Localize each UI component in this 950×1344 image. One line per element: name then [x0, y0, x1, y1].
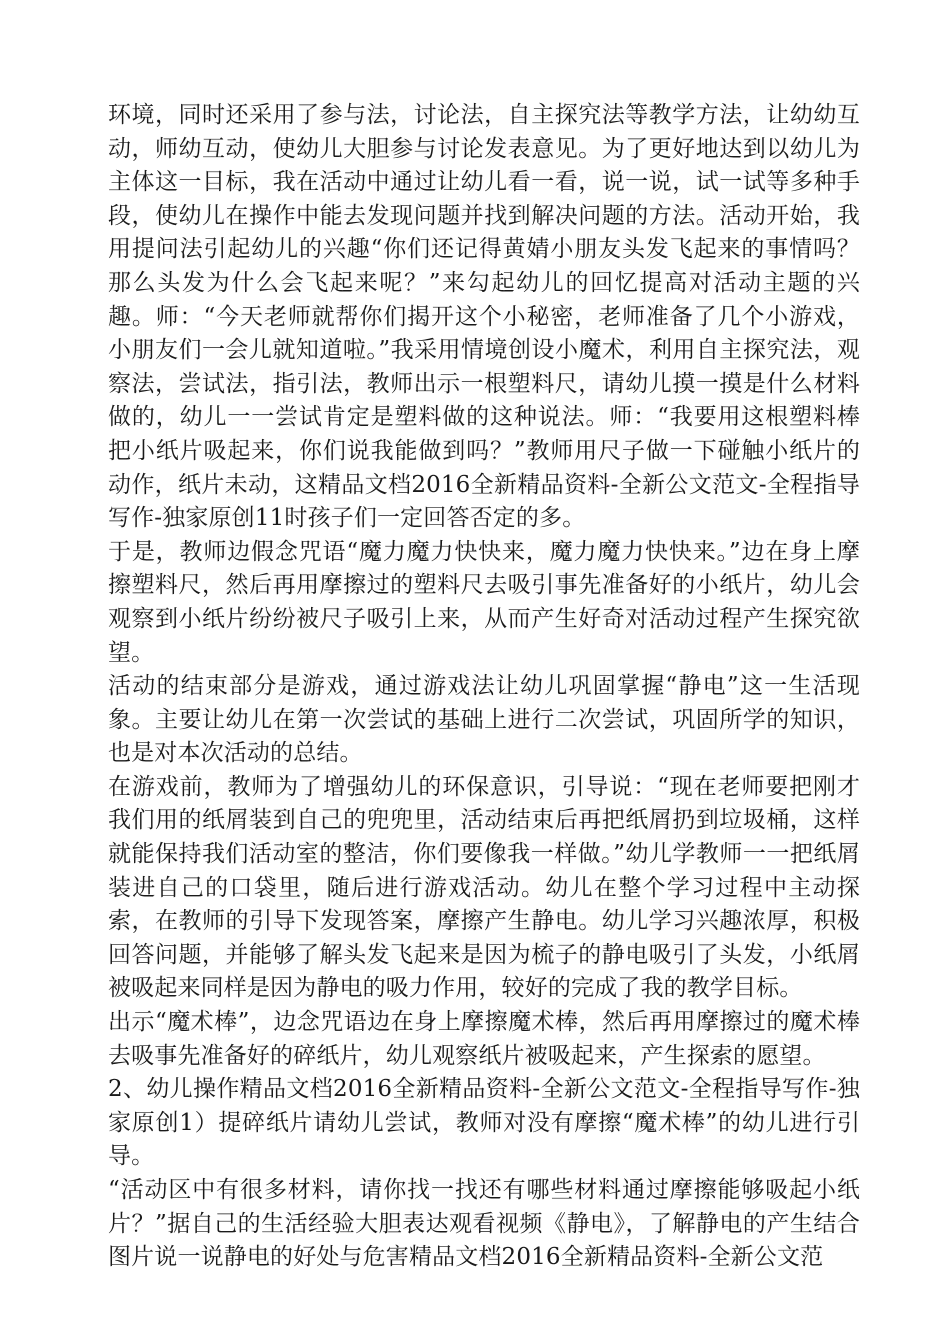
paragraph-child-operation: 2、幼儿操作精品文档2016全新精品资料-全新公文范文-全程指导写作-独家原创1）提碎纸片请幼儿尝试，教师对没有摩擦“魔术棒”的幼儿进行引导。 — [108, 1076, 860, 1170]
paragraph-before-game: 在游戏前，教师为了增强幼儿的环保意识，引导说：“现在老师要把刚才我们用的纸屑装到自己的兜兜里，活动结束后再把纸屑扔到垃圾桶，这样就能保持我们活动室的整洁，你们要像我一样做。”幼儿学教师一一把纸屑装进自己的口袋里，随后进行游戏活动。幼儿在整个学习过程中主动探索，在教师的引导下发现答案，摩擦产生静电。幼儿学习兴趣浓厚，积极回答问题，并能够了解头发飞起来是因为梳子的静电吸引了头发，小纸屑被吸起来同样是因为静电的吸力作用，较好的完成了我的教学目标。 — [108, 773, 860, 1002]
paragraph-teaching-methods: 环境，同时还采用了参与法，讨论法，自主探究法等教学方法，让幼幼互动，师幼互动，使幼儿大胆参与讨论发表意见。为了更好地达到以幼儿为主体这一目标，我在活动中通过让幼儿看一看，说一说，试一试等多种手段，使幼儿在操作中能去发现问题并找到解决问题的方法。活动开始，我用提问法引起幼儿的兴趣“你们还记得黄婧小朋友头发飞起来的事情吗？那么头发为什么会飞起来呢？”来勾起幼儿的回忆提高对活动主题的兴趣。师：“今天老师就帮你们揭开这个小秘密，老师准备了几个小游戏，小朋友们一会儿就知道啦。”我采用情境创设小魔术，利用自主探究法，观察法，尝试法，指引法，教师出示一根塑料尺，请幼儿摸一摸是什么材料做的，幼儿一一尝试肯定是塑料做的这种说法。师：“我要用这根塑料棒把小纸片吸起来，你们说我能做到吗？”教师用尺子做一下碰触小纸片的动作，纸片未动，这精品文档2016全新精品资料-全新公文范文-全程指导写作-独家原创11时孩子们一定回答否定的多。 — [108, 102, 860, 532]
paragraph-magic-ruler: 于是，教师边假念咒语“魔力魔力快快来，魔力魔力快快来。”边在身上摩擦塑料尺，然后再用摩擦过的塑料尺去吸引事先准备好的小纸片，幼儿会观察到小纸片纷纷被尺子吸引上来，从而产生好奇对活动过程产生探究欲望。 — [108, 538, 860, 666]
paragraph-ending-game: 活动的结束部分是游戏，通过游戏法让幼儿巩固掌握“静电”这一生活现象。主要让幼儿在第一次尝试的基础上进行二次尝试，巩固所学的知识，也是对本次活动的总结。 — [108, 673, 860, 767]
paragraph-activity-area: “活动区中有很多材料，请你找一找还有哪些材料通过摩擦能够吸起小纸片？”据自己的生活经验大胆表达观看视频《静电》，了解静电的产生结合图片说一说静电的好处与危害精品文档2016全新精品资料-全新公文范 — [108, 1177, 860, 1271]
paragraph-magic-wand: 出示“魔术棒”，边念咒语边在身上摩擦魔术棒，然后再用摩擦过的魔术棒去吸事先准备好的碎纸片，幼儿观察纸片被吸起来，产生探索的愿望。 — [108, 1009, 860, 1069]
document-body — [108, 99, 860, 1275]
